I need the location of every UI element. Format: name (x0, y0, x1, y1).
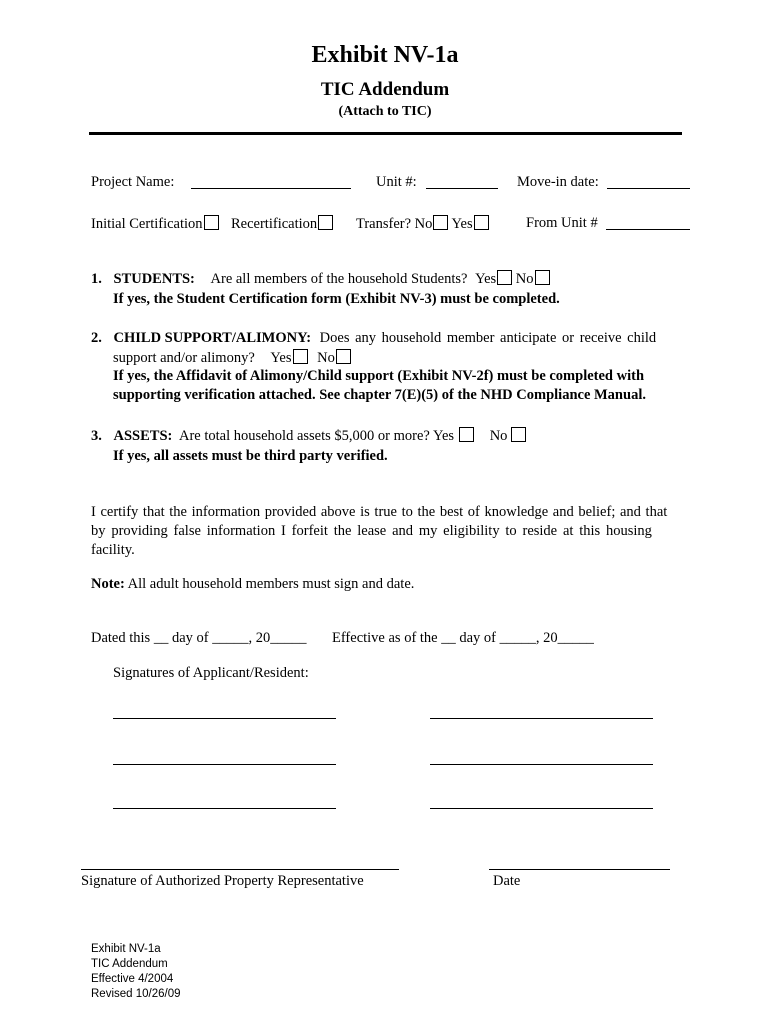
q3-note: If yes, all assets must be third party verified. (113, 448, 388, 464)
move-in-label: Move-in date: (517, 174, 599, 190)
applicant-signature-line-2[interactable] (430, 718, 653, 719)
applicant-signature-line-3[interactable] (113, 764, 336, 765)
footer-effective: Effective 4/2004 (91, 973, 174, 985)
document-subtitle: TIC Addendum (320, 79, 450, 100)
q1-yes-checkbox[interactable] (497, 270, 512, 285)
signatures-label: Signatures of Applicant/Resident: (113, 665, 309, 681)
q2-note-line2: supporting verification attached. See chapter 7(E)(5) of the NHD Compliance Manual. (113, 387, 646, 403)
rep-signature-line[interactable] (81, 869, 399, 870)
q1-no-checkbox[interactable] (535, 270, 550, 285)
applicant-signature-line-1[interactable] (113, 718, 336, 719)
unit-field[interactable] (426, 176, 498, 189)
rep-signature-label: Signature of Authorized Property Representative (81, 873, 364, 889)
transfer-label: Transfer? No (356, 216, 433, 232)
transfer-no-checkbox[interactable] (433, 215, 448, 230)
note-line (91, 576, 414, 593)
footer-exhibit: Exhibit NV-1a (91, 943, 161, 955)
certification-line3: facility. (91, 542, 135, 558)
recert-option (231, 215, 333, 233)
from-unit-label: From Unit # (526, 215, 598, 231)
initial-cert-label: Initial Certification (91, 216, 203, 232)
q1-line (91, 270, 550, 288)
transfer-yes-checkbox[interactable] (474, 215, 489, 230)
from-unit-field[interactable] (606, 217, 690, 230)
q3-number: 3. (91, 428, 102, 444)
q1-heading: STUDENTS: (113, 271, 195, 287)
project-name-label: Project Name: (91, 174, 175, 190)
q2-line2 (113, 349, 351, 367)
document-footer (91, 942, 181, 1002)
q2-line1 (91, 330, 656, 347)
applicant-signature-line-5[interactable] (113, 808, 336, 809)
recert-checkbox[interactable] (318, 215, 333, 230)
q3-no-checkbox[interactable] (511, 427, 526, 442)
q1-number-text: 1. (91, 271, 102, 287)
q1-no-label: No (515, 271, 534, 287)
unit-label: Unit #: (376, 174, 417, 190)
transfer-yes-label: Yes (451, 216, 473, 232)
document-title: Exhibit NV-1a (311, 42, 459, 68)
q3-line (91, 427, 526, 445)
certification-line1: I certify that the information provided above is true to the best of knowledge and belief; and that (91, 504, 668, 520)
q3-yes-checkbox[interactable] (459, 427, 474, 442)
applicant-signature-line-4[interactable] (430, 764, 653, 765)
note-label: Note: (91, 576, 125, 592)
q3-question: Are total household assets $5,000 or more? (178, 428, 430, 444)
q1-question: Are all members of the household Students? (210, 271, 468, 287)
dated-text: Dated this __ day of _____, 20_____ (91, 630, 307, 646)
certification-line2: by providing false information I forfeit the lease and my eligibility to reside at this housing (91, 523, 652, 539)
project-name-field[interactable] (191, 176, 351, 189)
footer-form-name: TIC Addendum (91, 958, 168, 970)
note-text: All adult household members must sign and date. (124, 576, 415, 592)
q2-yes-checkbox[interactable] (293, 349, 308, 364)
rep-date-line[interactable] (489, 869, 670, 870)
q2-question-line2: support and/or alimony? (113, 350, 255, 366)
q3-yes-label: Yes (432, 428, 455, 444)
q2-heading: CHILD SUPPORT/ALIMONY: (113, 330, 312, 346)
q2-question-line1: Does any household member anticipate or receive child (319, 330, 657, 346)
initial-cert-option (91, 215, 219, 233)
recert-label: Recertification (231, 216, 318, 232)
q2-number: 2. (91, 330, 102, 346)
q3-no-label: No (489, 428, 508, 444)
q1-note: If yes, the Student Certification form (Exhibit NV-3) must be completed. (113, 291, 560, 307)
q3-heading: ASSETS: (113, 428, 173, 444)
q2-note-line1: If yes, the Affidavit of Alimony/Child support (Exhibit NV-2f) must be completed with (113, 368, 645, 384)
transfer-option (356, 215, 489, 233)
move-in-field[interactable] (607, 176, 690, 189)
header-divider (89, 132, 682, 135)
initial-cert-checkbox[interactable] (204, 215, 219, 230)
q2-no-checkbox[interactable] (336, 349, 351, 364)
q2-yes-label: Yes (270, 350, 292, 366)
rep-date-label: Date (493, 873, 521, 889)
footer-revised: Revised 10/26/09 (91, 988, 181, 1000)
effective-text: Effective as of the __ day of _____, 20_____ (332, 630, 594, 646)
attach-note: (Attach to TIC) (338, 104, 432, 119)
q1-yes-label: Yes (475, 271, 497, 287)
applicant-signature-line-6[interactable] (430, 808, 653, 809)
q2-no-label: No (317, 350, 335, 366)
